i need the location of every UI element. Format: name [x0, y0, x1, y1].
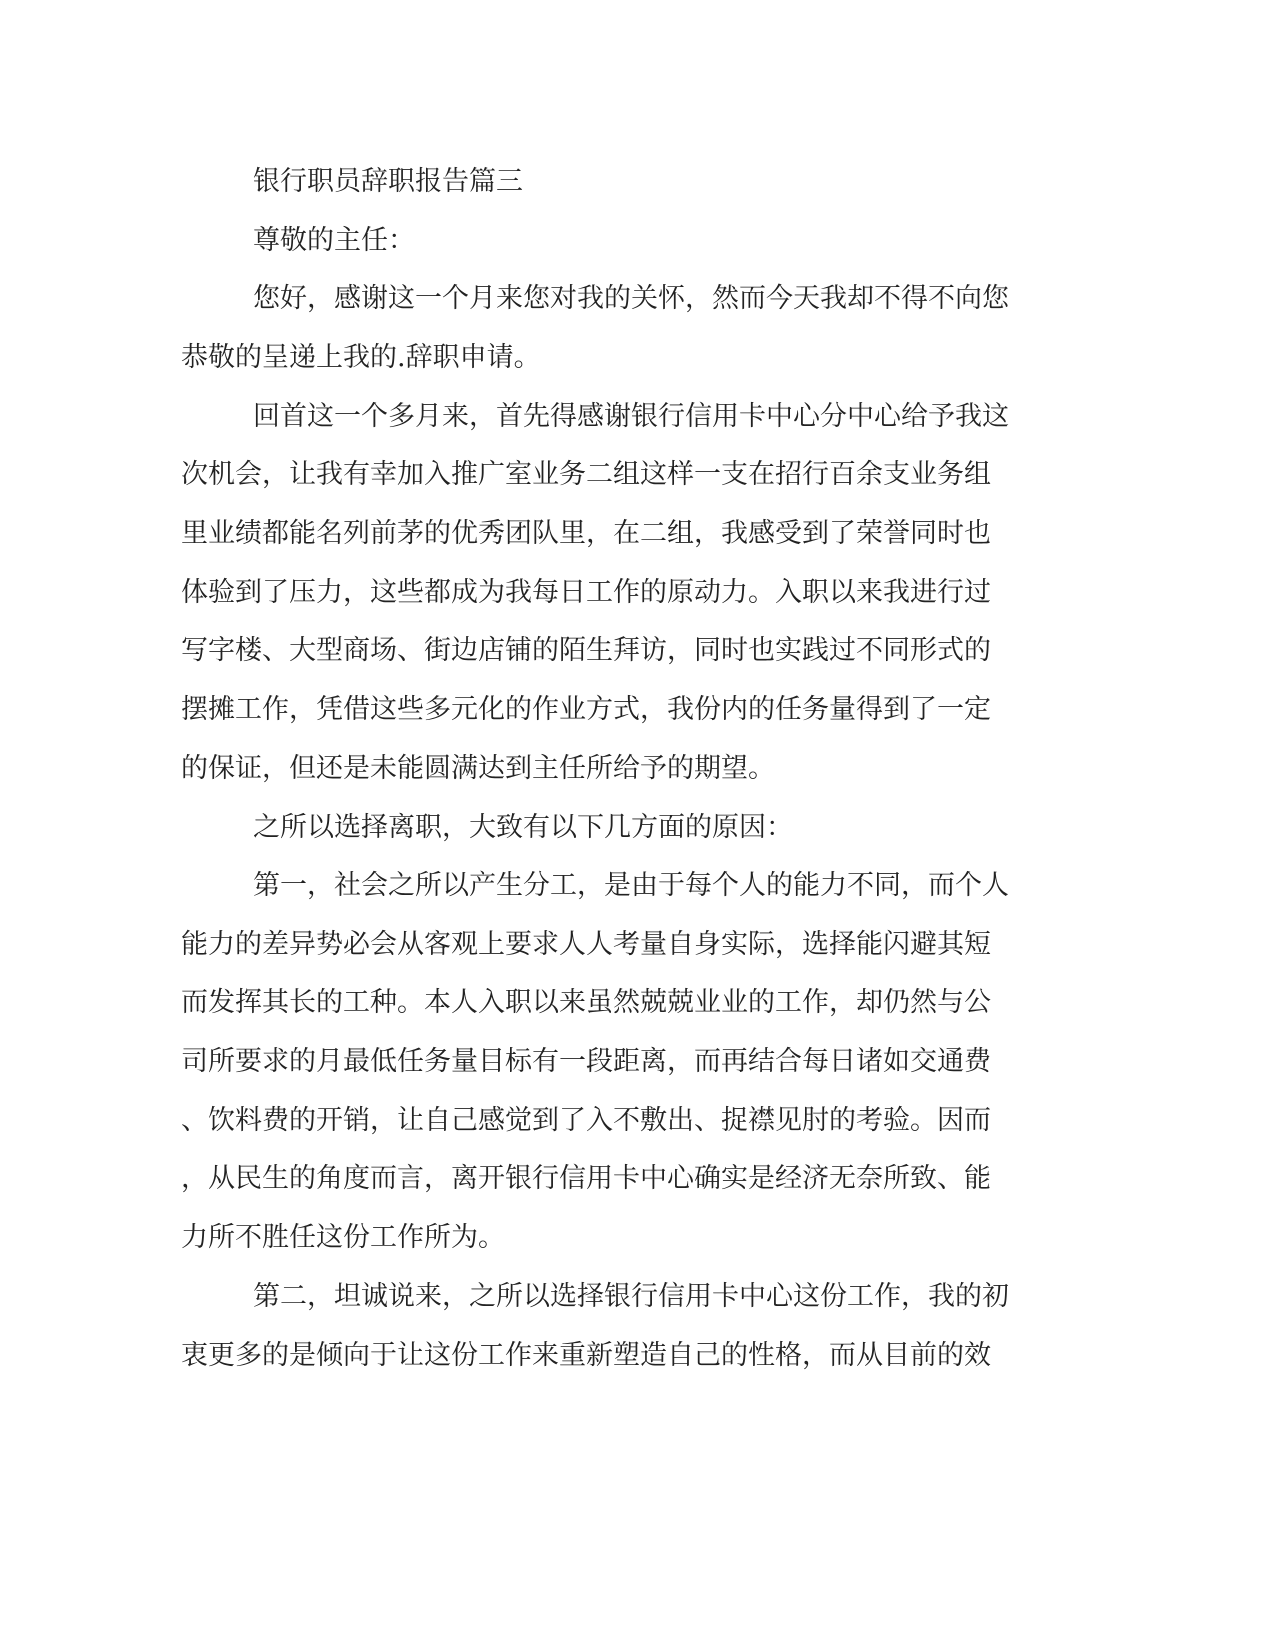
- text-line: 而发挥其长的工种。本人入职以来虽然兢兢业业的工作，却仍然与公: [181, 987, 991, 1018]
- text-line: 摆摊工作，凭借这些多元化的作业方式，我份内的任务量得到了一定: [181, 694, 991, 725]
- text-line: 、饮料费的开销，让自己感觉到了入不敷出、捉襟见肘的考验。因而: [181, 1105, 991, 1136]
- text-line: 之所以选择离职，大致有以下几方面的原因：: [253, 812, 793, 843]
- text-line: 写字楼、大型商场、街边店铺的陌生拜访，同时也实践过不同形式的: [181, 635, 991, 666]
- text-line: 第一，社会之所以产生分工，是由于每个人的能力不同，而个人: [253, 870, 1009, 901]
- text-line: 体验到了压力，这些都成为我每日工作的原动力。入职以来我进行过: [181, 577, 991, 608]
- salutation: 尊敬的主任：: [253, 225, 415, 256]
- text-line: ，从民生的角度而言，离开银行信用卡中心确实是经济无奈所致、能: [181, 1163, 991, 1194]
- text-line: 司所要求的月最低任务量目标有一段距离，而再结合每日诸如交通费: [181, 1046, 991, 1077]
- text-line: 第二，坦诚说来，之所以选择银行信用卡中心这份工作，我的初: [253, 1281, 1009, 1312]
- text-line: 您好，感谢这一个月来您对我的关怀，然而今天我却不得不向您: [253, 283, 1009, 314]
- text-line: 里业绩都能名列前茅的优秀团队里，在二组，我感受到了荣誉同时也: [181, 518, 991, 549]
- document-title: 银行职员辞职报告篇三: [253, 166, 523, 197]
- text-line: 的保证，但还是未能圆满达到主任所给予的期望。: [181, 753, 775, 784]
- text-line: 恭敬的呈递上我的.辞职申请。: [181, 342, 541, 373]
- text-line: 衷更多的是倾向于让这份工作来重新塑造自己的性格，而从目前的效: [181, 1340, 991, 1371]
- text-line: 次机会，让我有幸加入推广室业务二组这样一支在招行百余支业务组: [181, 459, 991, 490]
- text-line: 回首这一个多月来，首先得感谢银行信用卡中心分中心给予我这: [253, 401, 1009, 432]
- text-line: 力所不胜任这份工作所为。: [181, 1222, 505, 1253]
- text-line: 能力的差异势必会从客观上要求人人考量自身实际，选择能闪避其短: [181, 929, 991, 960]
